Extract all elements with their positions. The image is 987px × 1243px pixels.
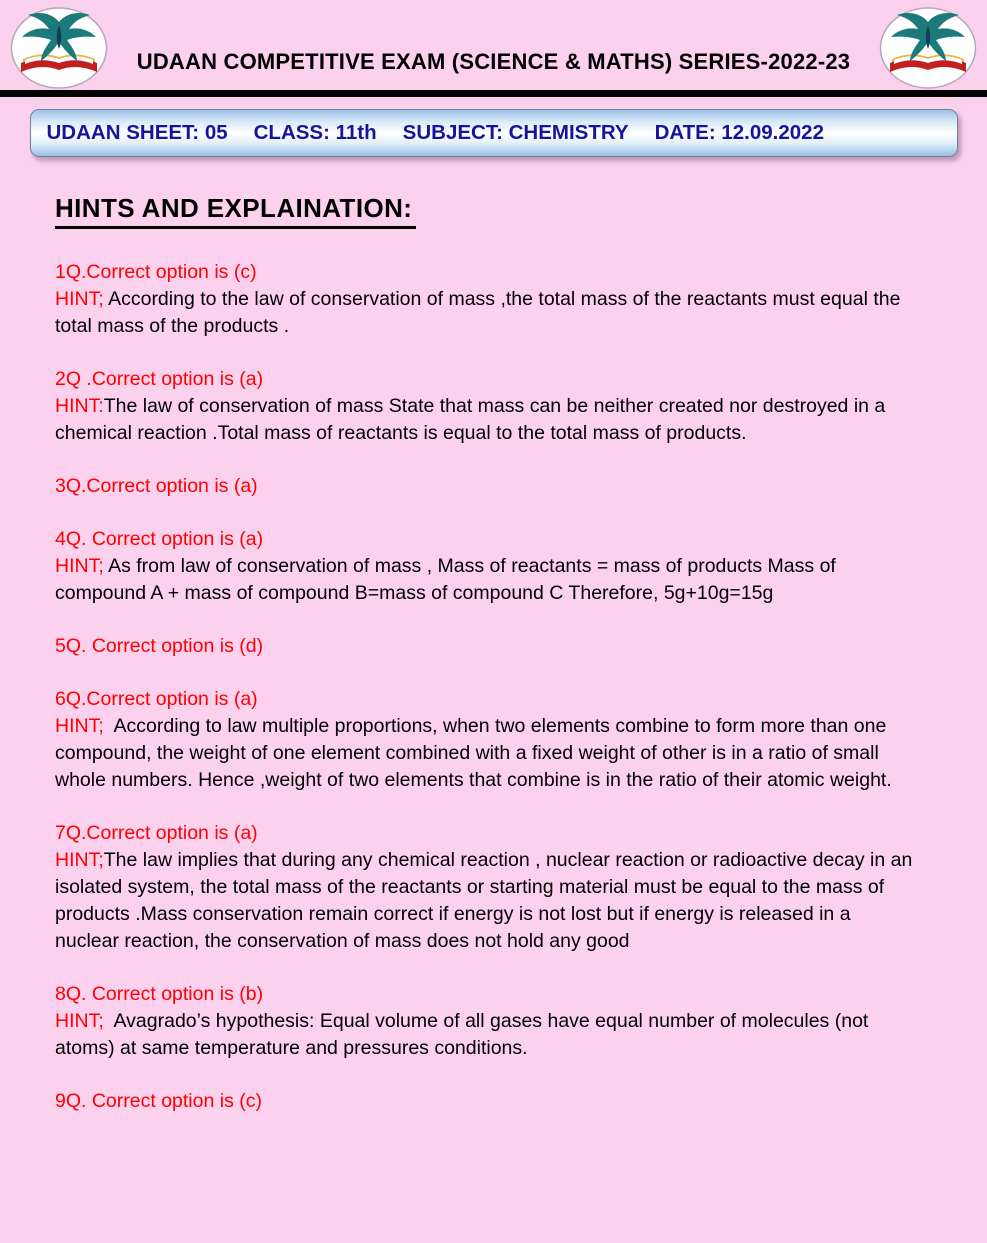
hint-text: The law of conservation of mass State that mass can be neither created nor destroyed in a chemical reaction .Total mass of reactants is equal to the total mass of products. — [55, 395, 891, 444]
question-answer-line: 8Q. Correct option is (b) — [55, 983, 264, 1005]
question-answer-line: 6Q.Correct option is (a) — [55, 688, 258, 710]
hint-text: The law implies that during any chemical reaction , nuclear reaction or radioactive decay in an isolated system, the total mass of the reactants or starting material must be equal to the mass of products .Mass conservation remain correct if energy is not lost but if energy is released in a nuclear reaction, the conservation of mass does not hold any good — [55, 849, 918, 952]
divider-bar — [0, 90, 987, 97]
exam-title: UDAAN COMPETITIVE EXAM (SCIENCE & MATHS) SERIES-2022-23 — [136, 49, 851, 74]
answer-entry — [55, 473, 915, 500]
hint-paragraph — [55, 847, 918, 955]
hint-text: According to the law of conservation of mass ,the total mass of the reactants must equal the total mass of the products . — [55, 288, 906, 337]
question-answer-line: 1Q.Correct option is (c) — [55, 261, 257, 283]
section-heading: HINTS AND EXPLAINATION: — [55, 193, 416, 229]
class-label: CLASS: 11th — [253, 121, 377, 144]
sheet-info-bar — [30, 109, 958, 157]
date-label: DATE: 12.09.2022 — [654, 121, 824, 144]
hint-text: According to law multiple proportions, when two elements combine to form more than one compound, the weight of one element combined with a fixed weight of other is in a ratio of small whole numbers. Hence ,weight of two elements that combine is in the ratio of their atomic weight. — [55, 715, 892, 791]
bird-book-icon — [10, 7, 108, 89]
answer-entry — [55, 1088, 915, 1115]
hint-paragraph — [55, 1008, 915, 1062]
answer-entry — [55, 526, 915, 607]
hint-label: HINT; — [55, 715, 104, 737]
hint-label: HINT; — [55, 849, 104, 871]
hint-label: HINT; — [55, 288, 104, 310]
hint-label: HINT: — [55, 395, 104, 417]
content — [0, 193, 987, 1115]
subject-label: SUBJECT: CHEMISTRY — [402, 121, 629, 144]
question-answer-line: 7Q.Correct option is (a) — [55, 822, 258, 844]
answer-entry — [55, 820, 918, 955]
question-answer-line: 4Q. Correct option is (a) — [55, 528, 264, 550]
question-answer-line: 2Q .Correct option is (a) — [55, 368, 264, 390]
hint-paragraph — [55, 713, 915, 794]
hint-text: As from law of conservation of mass , Mass of reactants = mass of products Mass of compound A + mass of compound B=mass of compound C Therefore, 5g+10g=15g — [55, 555, 842, 604]
hint-paragraph — [55, 286, 915, 340]
answer-entry — [55, 981, 915, 1062]
answer-entry — [55, 633, 915, 660]
bird-book-icon — [879, 7, 977, 89]
sheet-number: UDAAN SHEET: 05 — [46, 121, 228, 144]
right-logo — [879, 7, 977, 89]
question-answer-line: 3Q.Correct option is (a) — [55, 475, 258, 497]
question-answer-line: 9Q. Correct option is (c) — [55, 1090, 262, 1112]
answer-entry — [55, 366, 915, 447]
hint-text: Avagrado’s hypothesis: Equal volume of all gases have equal number of molecules (not atoms) at same temperature and pressures conditions. — [55, 1010, 874, 1059]
page-header — [0, 0, 987, 90]
hint-label: HINT; — [55, 555, 104, 577]
answer-entry — [55, 259, 915, 340]
left-logo — [10, 7, 108, 89]
answer-entry — [55, 686, 915, 794]
hint-label: HINT; — [55, 1010, 104, 1032]
hint-paragraph — [55, 393, 915, 447]
hint-paragraph — [55, 553, 915, 607]
question-answer-line: 5Q. Correct option is (d) — [55, 635, 264, 657]
